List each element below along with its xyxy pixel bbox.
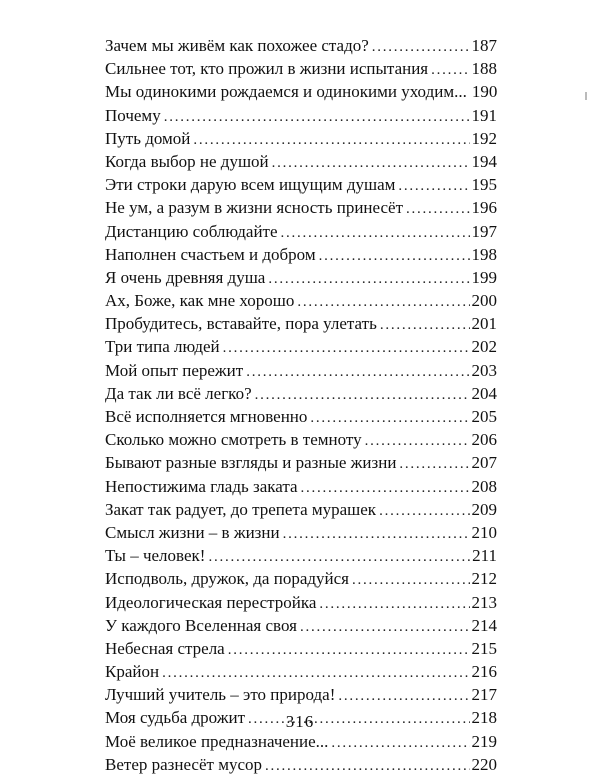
dot-leader	[162, 662, 469, 685]
toc-entry	[105, 614, 497, 637]
dot-leader	[228, 639, 470, 662]
dot-leader	[164, 106, 470, 129]
toc-entry-title: Дистанцию соблюдайте	[105, 221, 278, 241]
toc-entry	[105, 220, 497, 243]
toc-entry-page: 211	[472, 546, 497, 566]
toc-entry-title: Небесная стрела	[105, 638, 225, 658]
toc-entry-page: 205	[471, 407, 497, 426]
toc-entry-page: 188	[471, 59, 497, 79]
toc-entry-title: Наполнен счастьем и добром	[105, 244, 316, 264]
toc-entry-title: Три типа людей	[105, 337, 220, 357]
toc-entry-title: Моё великое предназначение...	[105, 731, 329, 751]
toc-entry	[105, 451, 497, 474]
toc-entry-page: 206	[471, 430, 497, 450]
dot-leader	[255, 384, 470, 407]
toc-entry	[105, 683, 497, 706]
toc-entry	[105, 312, 497, 335]
dot-leader	[297, 291, 469, 314]
toc-entry-title: Смысл жизни – в жизни	[105, 522, 280, 542]
toc-entry-page: 215	[471, 638, 497, 658]
toc-entry-title: Путь домой	[105, 128, 191, 148]
toc-entry	[105, 730, 497, 753]
dot-leader	[365, 430, 470, 453]
toc-entry	[105, 475, 497, 498]
dot-leader	[352, 569, 470, 592]
toc-entry-page: 209	[471, 499, 497, 519]
toc-entry-title: Пробудитесь, вставайте, пора улетать	[105, 314, 377, 334]
toc-entry-page: 202	[471, 337, 497, 357]
toc-entry-page: 191	[471, 105, 497, 125]
toc-entry-title: Бывают разные взгляды и разные жизни	[105, 453, 397, 473]
margin-mark	[585, 92, 587, 100]
toc-entry-title: Исподволь, дружок, да порадуйся	[105, 569, 349, 589]
dot-leader	[301, 477, 470, 500]
toc-entry	[105, 382, 497, 405]
toc-entry-page: 214	[471, 615, 497, 635]
toc-entry-title: Ветер разнесёт мусор	[105, 754, 263, 774]
toc-entry	[105, 359, 497, 382]
dot-leader	[338, 685, 469, 708]
toc-entry-page: 212	[471, 569, 497, 589]
toc-entry-title: Да так ли всё легко?	[105, 383, 252, 403]
toc-entry-page: 213	[471, 592, 497, 612]
dot-leader	[406, 198, 469, 221]
toc-entry	[105, 243, 497, 266]
dot-leader	[193, 129, 469, 152]
toc-entry-page: 187	[471, 36, 497, 55]
toc-entry	[105, 544, 497, 567]
dot-leader	[372, 36, 470, 59]
dot-leader	[331, 732, 469, 755]
toc-entry-title: Идеологическая перестройка	[105, 592, 317, 612]
toc-entry-page: 195	[471, 175, 497, 195]
toc-entry	[105, 637, 497, 660]
toc-entry-page: 201	[471, 314, 497, 334]
toc-entry-page: 210	[471, 522, 497, 542]
toc-entry-title: Всё исполняется мгновенно	[105, 407, 308, 426]
dot-leader	[281, 222, 470, 245]
toc-entry	[105, 591, 497, 614]
dot-leader	[379, 500, 469, 523]
dot-leader	[319, 593, 469, 616]
toc-entry-page: 196	[471, 198, 497, 218]
toc-entry	[105, 150, 497, 173]
toc-entry-page: 219	[471, 731, 497, 751]
dot-leader	[265, 755, 469, 778]
toc-entry-page: 208	[471, 476, 497, 496]
toc-entry-page: 190	[471, 82, 498, 102]
page-number: 316	[285, 712, 315, 731]
toc-entry-page: 207	[471, 453, 497, 473]
toc-entry-title: Ты – человек!	[105, 546, 206, 566]
toc-entry	[105, 80, 497, 103]
toc-entry-page: 199	[471, 267, 497, 287]
toc-entry	[105, 498, 497, 521]
toc-entry	[105, 266, 497, 289]
dot-leader	[208, 546, 470, 569]
toc-entry-page: 197	[471, 221, 497, 241]
toc-entry-page: 220	[471, 754, 497, 774]
toc-entry-title: Почему	[105, 105, 161, 125]
toc-entry-title: Лучший учитель – это природа!	[105, 685, 336, 705]
toc-entry-page: 200	[471, 291, 497, 311]
toc-entry	[105, 428, 497, 451]
toc-entry-page: 217	[471, 685, 497, 705]
dot-leader	[398, 175, 469, 198]
toc-entry	[105, 521, 497, 544]
toc-entry-title: Крайон	[105, 662, 160, 682]
dot-leader	[399, 453, 469, 476]
dot-leader	[246, 361, 469, 384]
dot-leader	[300, 616, 470, 639]
toc-entry-page: 216	[471, 662, 497, 682]
toc-entry-title: Моя судьба дрожит	[105, 708, 246, 728]
toc-entry-title: Сколько можно смотреть в темноту	[105, 430, 362, 450]
toc-entry	[105, 567, 497, 590]
toc-entry-title: Эти строки дарую всем ищущим душам	[105, 175, 396, 195]
toc-entry-title: Мы одинокими рождаемся и одинокими уходим...	[105, 82, 467, 102]
dot-leader	[223, 337, 470, 360]
dot-leader	[272, 152, 470, 175]
toc-entry	[105, 196, 497, 219]
toc-entry	[105, 34, 497, 57]
dot-leader	[268, 268, 469, 291]
toc-entry	[105, 127, 497, 150]
toc-entry-title: Мой опыт пережит	[105, 360, 244, 380]
toc-entry-page: 203	[471, 360, 497, 380]
toc-entry	[105, 753, 497, 776]
toc-entry-page: 194	[471, 151, 497, 171]
toc-entry-title: Непостижима гладь заката	[105, 476, 298, 496]
table-of-contents	[105, 34, 497, 776]
toc-entry-title: Сильнее тот, кто прожил в жизни испытания	[105, 59, 429, 79]
toc-entry-title: Зачем мы живём как похожее стадо?	[105, 36, 369, 55]
toc-entry	[105, 660, 497, 683]
toc-entry-title: Не ум, а разум в жизни ясность принесёт	[105, 198, 404, 218]
toc-entry-title: Закат так радует, до трепета мурашек	[105, 499, 377, 519]
toc-entry-page: 204	[471, 383, 497, 403]
toc-entry-page: 218	[471, 708, 497, 728]
toc-entry-title: Когда выбор не душой	[105, 151, 269, 171]
toc-entry-title: У каждого Вселенная своя	[105, 615, 297, 635]
dot-leader	[319, 245, 470, 268]
dot-leader	[310, 407, 469, 430]
toc-entry	[105, 405, 497, 428]
toc-entry	[105, 173, 497, 196]
toc-entry	[105, 57, 497, 80]
toc-entry-title: Я очень древняя душа	[105, 267, 266, 287]
toc-entry	[105, 104, 497, 127]
toc-entry	[105, 335, 497, 358]
dot-leader	[380, 314, 470, 337]
toc-entry-title: Ах, Боже, как мне хорошо	[105, 291, 295, 311]
dot-leader	[431, 59, 469, 82]
toc-entry-page: 192	[471, 128, 497, 148]
toc-entry-page: 198	[471, 244, 497, 264]
dot-leader	[283, 523, 470, 546]
toc-entry	[105, 289, 497, 312]
